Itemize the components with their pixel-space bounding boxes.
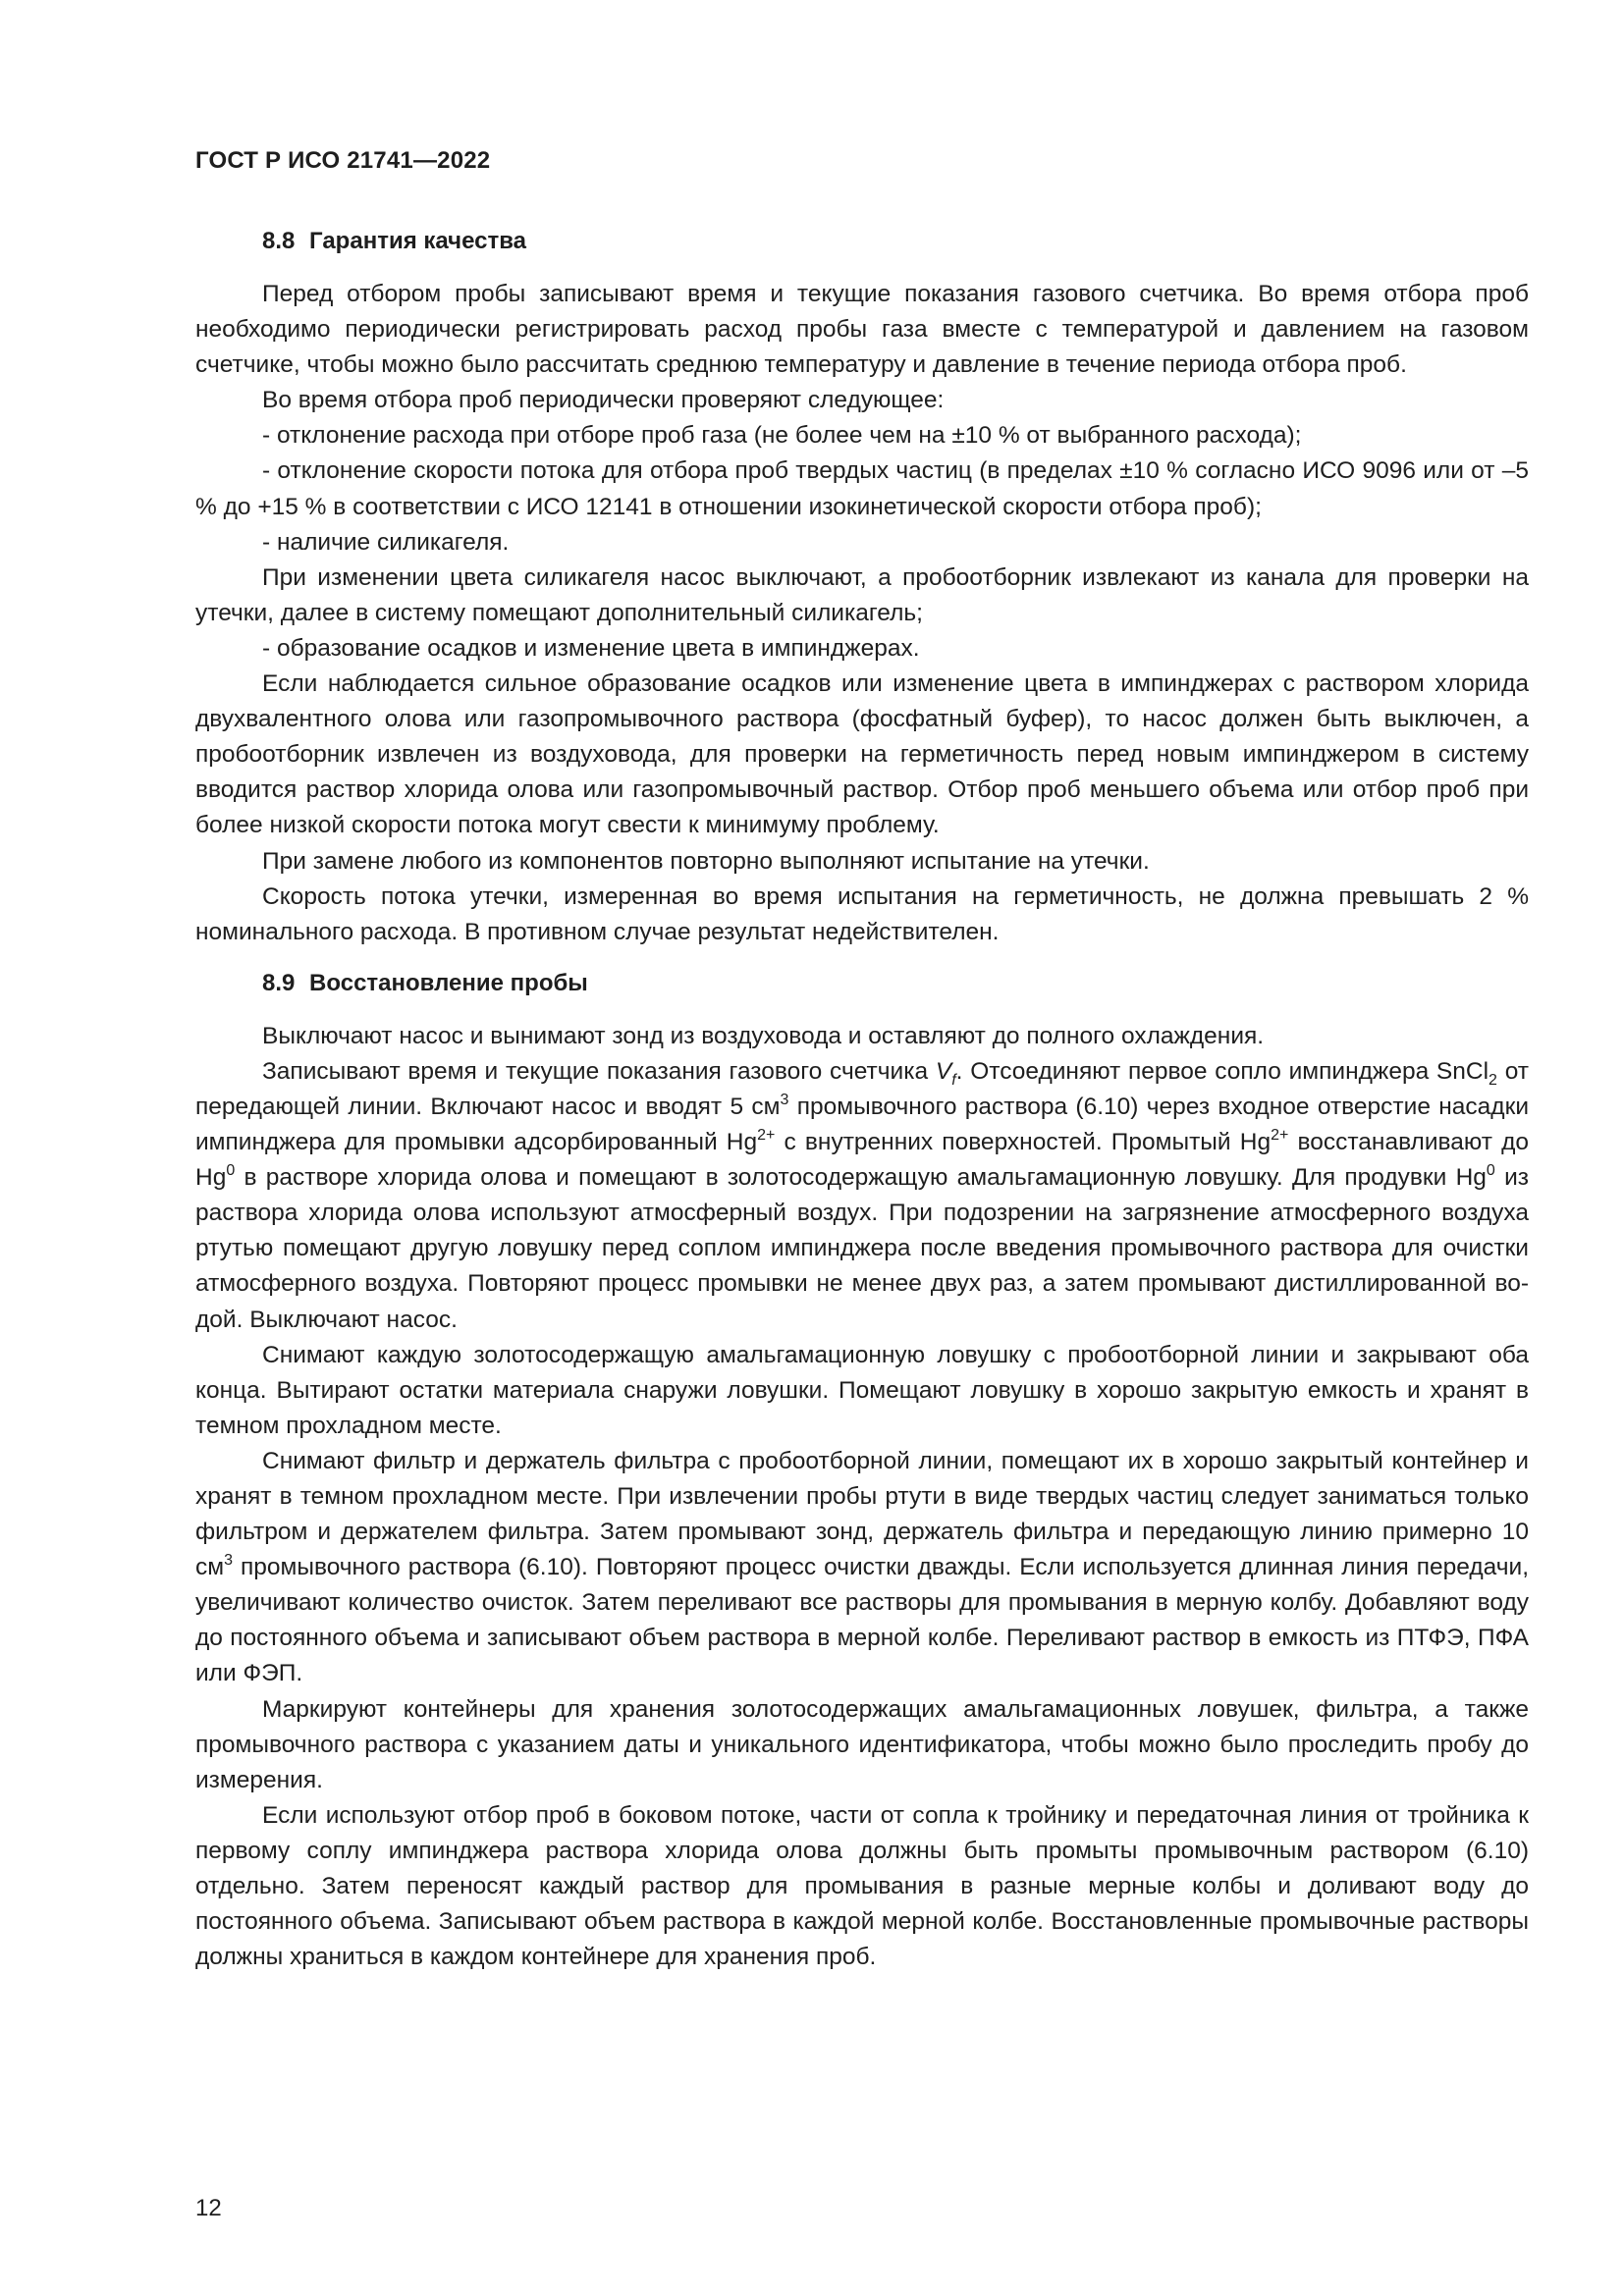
superscript: 3: [224, 1552, 233, 1570]
text-run: в растворе хлорида олова и помещают в золотосодержащую амальгамационную ловушку. Для продувки Hg: [235, 1164, 1487, 1192]
paragraph: Скорость потока утечки, измеренная во время испытания на герметичность, не должна превышать 2 % номинального расхода. В противном случае результат недействителен.: [195, 882, 1529, 945]
section-number: 8.8: [262, 228, 296, 254]
superscript: 2+: [757, 1127, 776, 1145]
list-item: - образование осадков и изменение цвета в импинджерах.: [262, 634, 920, 662]
text-run: из раствора хлорида олова используют атмосферный воздух. При подозрении на загрязнение атмосферного воздуха ртутью помещают другую ловушку перед соплом импинджера после введения промывочного раствора для очистки атмосферного воздуха. Повторяют процесс промывки не менее двух раз, а затем промывают дистиллированной водой. Выключают насос.: [195, 1164, 1529, 1333]
section-number: 8.9: [262, 969, 296, 996]
text-run: промывочного раствора (6.10). Повторяют процесс очистки дважды. Если используется длинная линия передачи, увеличивают количество очисток. Затем переливают все растворы для промывания в мерную колбу. Добавляют воду до постоянного объема и записывают объем раствора в мерной колбе. Переливают раствор в емкость из ПТФЭ, ПФА или ФЭП.: [195, 1554, 1529, 1687]
text-run: Снимают фильтр и держатель фильтра с пробоотборной линии, помещают их в хорошо закрытый контейнер и хранят в темном прохладном месте. При извлечении пробы ртути в виде твердых частиц следует заниматься только фильтром и держателем фильтра. Затем промывают зонд, держатель фильтра и передающую линию примерно 10 см: [195, 1447, 1529, 1581]
text-run: с внутренних поверхностей. Промытый Hg: [775, 1129, 1272, 1156]
superscript: 0: [226, 1162, 236, 1180]
paragraph: Маркируют контейнеры для хранения золотосодержащих амальгамационных ловушек, фильтра, а также промывочного раствора с указанием даты и уникального идентификатора, чтобы можно было проследить пробу до измерения.: [195, 1695, 1529, 1793]
paragraph-filter-removal: [195, 1444, 1529, 1692]
text-run: от передающей линии. Включают насос и вводят 5 см: [195, 1057, 1530, 1120]
list-item: - наличие силикагеля.: [262, 528, 510, 556]
list-item: - отклонение расхода при отборе проб газа (не более чем на ±10 % от выбранного расхода);: [262, 422, 1302, 450]
page-number: 12: [195, 2195, 222, 2221]
superscript: 0: [1486, 1162, 1495, 1180]
paragraph: Перед отбором пробы записывают время и текущие показания газового счетчика. Во время отбора проб необходимо периодически регистрировать расход пробы газа вместе с температурой и давлением на газовом счетчике, чтобы можно было рассчитать среднюю температуру и давление в течение периода отбора проб.: [195, 281, 1529, 379]
section-gap: [195, 950, 1529, 970]
section-title: Восстановление пробы: [309, 969, 588, 996]
document-page: [195, 147, 1529, 1975]
paragraph: Если наблюдается сильное образование осадков или изменение цвета в импинджерах с раствором хлорида двухвалентного олова или газопромывочного раствора (фосфатный буфер), то насос должен быть выключен, а пробоотборник извлечен из воздуховода, для проверки на герметичность перед новым импинджером в систему вводится раствор хлорида олова или газопромывочный раствор. Отбор проб меньшего объема или отбор проб при более низкой скорости потока могут свести к минимуму проблему.: [195, 670, 1529, 839]
paragraph: При изменении цвета силикагеля насос выключают, а пробоотборник извлекают из канала для проверки на утечки, далее в систему помещают дополнительный силикагель;: [195, 563, 1529, 626]
text-run: промывочного раствора (6.10) через входное отверстие насадки импинджера для промывки адсорбированный Hg: [195, 1093, 1529, 1156]
paragraph: Если используют отбор проб в боковом потоке, части от сопла к тройнику и передаточная линия от тройника к первому соплу импинджера раствора хлорида олова должны быть промыты промывочным раствором (6.10) отдельно. Затем переносят каждый раствор для промывания в разные мерные колбы и доливают воду до постоянного объема. Записывают объем раствора в каждой мерной колбе. Восстановленные промывочные растворы должны храниться в каждом контейнере для хранения проб.: [195, 1801, 1529, 1971]
list-item: - отклонение скорости потока для отбора проб твердых частиц (в пределах ±10 % согласно ИСО 9096 или от –5 % до +15 % в соответствии с ИСО 12141 в отношении изокинетической скорости отбора проб);: [195, 457, 1529, 520]
section-8-8-heading: [195, 228, 1529, 255]
variable-symbol: V: [935, 1057, 952, 1085]
section-title: Гарантия качества: [309, 228, 526, 254]
text-run: восстанавливают до Hg: [195, 1129, 1529, 1192]
paragraph: Снимают каждую золотосодержащую амальгамационную ловушку с пробоотборной линии и закрывают оба конца. Вытирают остатки материала снаружи ловушки. Помещают ловушку в хорошо закрытую емкость и хранят в темном прохладном месте.: [195, 1341, 1529, 1439]
section-8-9-heading: [195, 970, 1529, 997]
superscript: 2+: [1271, 1127, 1289, 1145]
subscript: 2: [1489, 1071, 1497, 1089]
superscript: 3: [780, 1091, 789, 1108]
text-run: Записывают время и текущие показания газового счетчика: [262, 1057, 936, 1085]
document-code-header: ГОСТ Р ИСО 21741—2022: [195, 147, 491, 174]
paragraph: При замене любого из компонентов повторно выполняют испытание на утечки.: [262, 847, 1150, 875]
paragraph: Выключают насос и вынимают зонд из воздуховода и оставляют до полного охлаждения.: [262, 1022, 1265, 1049]
paragraph-recording-meter: [195, 1054, 1529, 1338]
text-run: . Отсоединяют первое сопло импинджера SnCl: [955, 1057, 1489, 1085]
variable-subscript: f: [951, 1071, 956, 1089]
paragraph: Во время отбора проб периодически проверяют следующее:: [262, 387, 945, 414]
